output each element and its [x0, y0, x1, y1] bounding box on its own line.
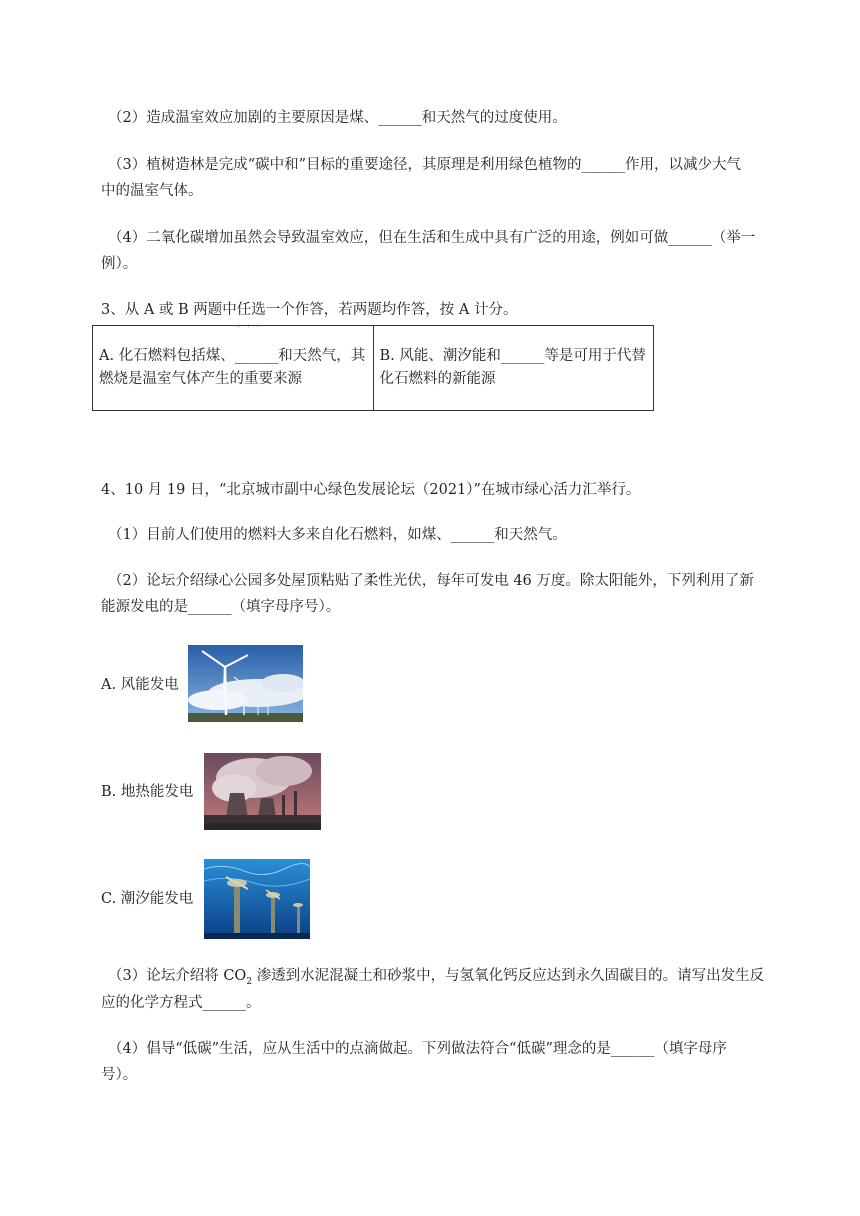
- q4-part3-line1: [108, 966, 764, 992]
- q4-part3-after: 渗透到水泥混凝土和砂浆中，与氢氧化钙反应达到永久固碳目的。请写出发生反: [252, 968, 765, 984]
- q4-part3-before: （3）论坛介绍将 CO: [108, 968, 247, 984]
- q3-choice-table: [92, 325, 654, 411]
- q4-intro: 4、10 月 19 日，“北京城市副中心绿色发展论坛（2021）”在城市绿心活力汇举行。: [101, 482, 641, 498]
- q4-part4-line1: （4）倡导“低碳”生活，应从生活中的点滴做起。下列做法符合“低碳”理念的是______（填字母序: [108, 1041, 727, 1057]
- q4-part2-line1: （2）论坛介绍绿心公园多处屋顶粘贴了柔性光伏，每年可发电 46 万度。除太阳能外，下列利用了新: [108, 573, 754, 589]
- q2-part4-line2: 例）。: [101, 256, 138, 272]
- q4-option-a-label: A. 风能发电: [101, 677, 179, 693]
- q3-intro-emphasis: 任选一个 · · ·: [237, 302, 295, 318]
- q4-part1: （1）目前人们使用的燃料大多来自化石燃料，如煤、______和天然气。: [108, 527, 567, 543]
- geothermal-plant-image: [204, 753, 321, 830]
- q4-part2-line2: 能源发电的是______（填字母序号）。: [101, 599, 341, 615]
- q2-part3-line1: （3）植树造林是完成“碳中和”目标的重要途径，其原理是利用绿色植物的______作用，以减少大气: [108, 157, 742, 173]
- q4-part3-subscript: 2: [246, 976, 253, 987]
- q2-part4-line1: （4）二氧化碳增加虽然会导致温室效应，但在生活和生成中具有广泛的用途，例如可做______（举一: [108, 230, 756, 246]
- q3-option-b: B. 风能、潮汐能和______等是可用于代替化石燃料的新能源: [373, 326, 654, 411]
- q4-part4-line2: 号）。: [101, 1067, 138, 1083]
- q2-part2: （2）造成温室效应加剧的主要原因是煤、______和天然气的过度使用。: [108, 110, 567, 126]
- q3-intro-before: 3、从 A 或 B 两题中: [101, 302, 237, 318]
- wind-turbine-image: [188, 645, 303, 722]
- q4-option-c-label: C. 潮汐能发电: [101, 891, 194, 907]
- q3-intro-after: 作答，若两题均作答，按 A 计分。: [294, 302, 518, 318]
- q3-intro: [101, 300, 518, 320]
- q2-part3-line2: 中的温室气体。: [101, 183, 203, 199]
- q3-option-a: A. 化石燃料包括煤、______和天然气，其燃烧是温室气体产生的重要来源: [93, 326, 374, 411]
- tidal-turbine-image: [204, 859, 310, 939]
- q4-part3-line2: 应的化学方程式______。: [101, 995, 261, 1011]
- q4-option-b-label: B. 地热能发电: [101, 784, 194, 800]
